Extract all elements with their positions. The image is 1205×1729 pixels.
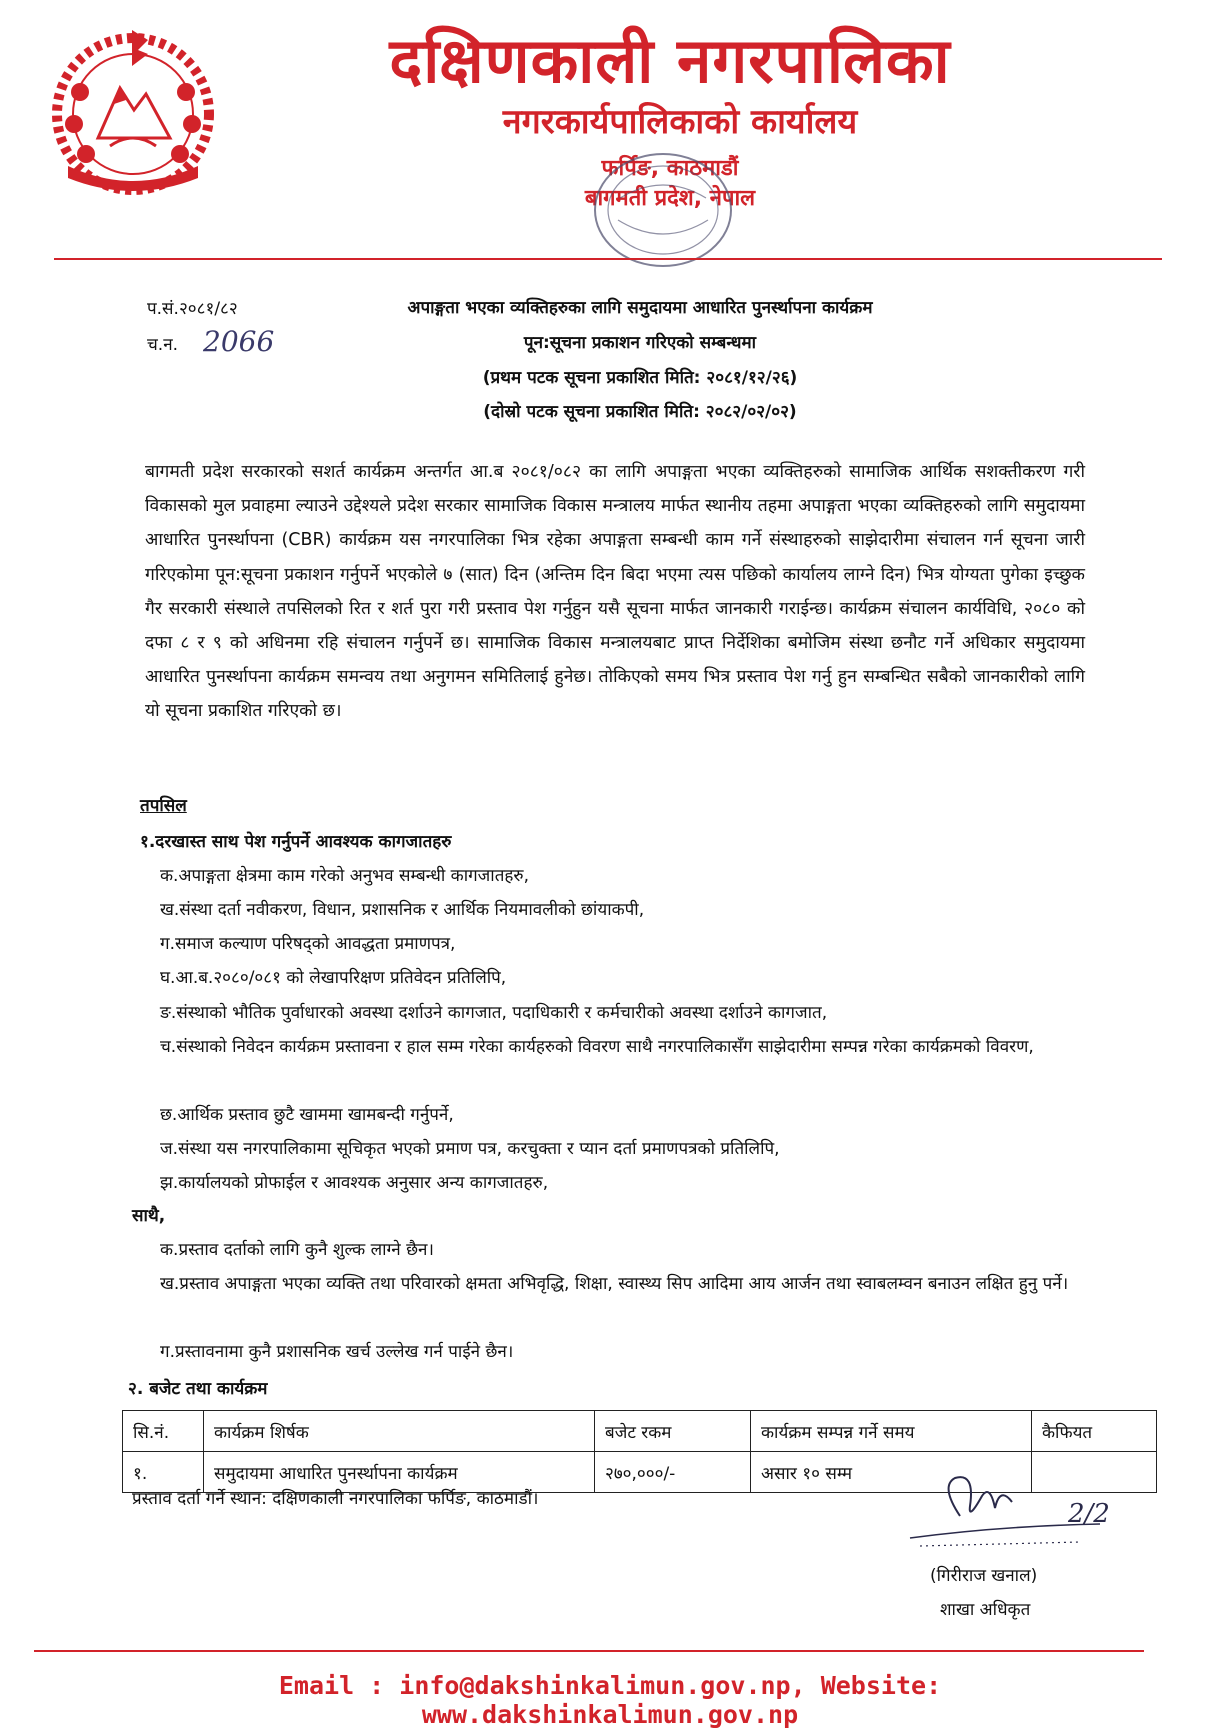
table-cell: समुदायमा आधारित पुनर्स्थापना कार्यक्रम [204, 1452, 595, 1493]
document-item: छ.आर्थिक प्रस्ताव छुटै खाममा खामबन्दी गर्नुपर्ने, [160, 1105, 454, 1125]
signature-icon [900, 1466, 1130, 1556]
also-heading: साथै, [132, 1206, 166, 1226]
signatory-designation: शाखा अधिकृत [940, 1600, 1031, 1620]
signature-date: 2/2 [1068, 1499, 1110, 1529]
table-header-cell: कार्यक्रम सम्पन्न गर्ने समय [751, 1411, 1032, 1452]
footer-contact: Email : info@dakshinkalimun.gov.np, Website: www.dakshinkalimun.gov.np [278, 1671, 942, 1729]
document-item: झ.कार्यालयको प्रोफाईल र आवश्यक अनुसार अन्य कागजातहरु, [160, 1173, 549, 1193]
document-item: च.संस्थाको निवेदन कार्यक्रम प्रस्तावना र हाल सम्म गरेका कार्यहरुको विवरण साथै नगरपालिकासँग साझेदारीमा सम्पन्न गरेका कार्यक्रमको विवरण, [160, 1037, 1034, 1057]
subject-line-4: (दोस्रो पटक सूचना प्रकाशित मिति: २०८२/०२/०२) [483, 402, 797, 422]
document-item: घ.आ.ब.२०८०/०८१ को लेखापरिक्षण प्रतिवेदन प्रतिलिपि, [160, 968, 507, 988]
signatory-name: (गिरीराज खनाल) [930, 1566, 1038, 1586]
table-header-cell: कैफियत [1032, 1411, 1157, 1452]
document-item: ज.संस्था यस नगरपालिकामा सूचिकृत भएको प्रमाण पत्र, करचुक्ता र प्यान दर्ता प्रमाणपत्रको प्रतिलिपि, [160, 1139, 780, 1159]
document-item: क.अपाङ्गता क्षेत्रमा काम गरेको अनुभव सम्बन्धी कागजातहरु, [160, 866, 529, 886]
table-cell: असार १० सम्म [751, 1452, 1032, 1493]
condition-item: क.प्रस्ताव दर्ताको लागि कुनै शुल्क लाग्ने छैन। [160, 1240, 434, 1260]
address-line-1: फर्पिङ, काठमाडौं [601, 156, 739, 181]
document-item: ग.समाज कल्याण परिषद्को आवद्धता प्रमाणपत्र, [160, 934, 456, 954]
document-item: ख.संस्था दर्ता नवीकरण, विधान, प्रशासनिक र आर्थिक नियमावलीको छांयाकपी, [160, 900, 645, 920]
header-divider [54, 258, 1162, 260]
table-header-row [123, 1411, 1157, 1452]
condition-item: ग.प्रस्तावनामा कुनै प्रशासनिक खर्च उल्लेख गर्न पाईने छैन। [160, 1342, 514, 1362]
notice-body: बागमती प्रदेश सरकारको सशर्त कार्यक्रम अन्तर्गत आ.ब २०८१/०८२ का लागि अपाङ्गता भएका व्यक्तिहरुको सामाजिक आर्थिक सशक्तीकरण गरी विकासको मुल प्रवाहमा ल्याउने उद्देश्यले प्रदेश सरकार सामाजिक विकास मन्त्रालय मार्फत स्थानीय तहमा अपाङ्गता भएका व्यक्तिहरुको लागि समुदायमा आधारित पुनर्स्थापना (CBR) कार्यक्रम यस नगरपालिका भित्र रहेका अपाङ्गता सम्बन्धी काम गर्ने संस्थाहरुको साझेदारीमा संचालन गर्न सूचना जारी गरिएकोमा पून:सूचना प्रकाशन गर्नुपर्ने भएकोले ७ (सात) दिन (अन्तिम दिन बिदा भएमा त्यस पछिको कार्यालय लाग्ने दिन) भित्र योग्यता पुगेका इच्छुक गैर सरकारी संस्थाले तपसिलको रित र शर्त पुरा गरी प्रस्ताव पेश गर्नुहुन यसै सूचना मार्फत जानकारी गराईन्छ। कार्यक्रम संचालन कार्यविधि, २०८० को दफा ८ र ९ को अधिनमा रहि संचालन गर्नुपर्ने छ। सामाजिक विकास मन्त्रालयबाट प्राप्त निर्देशिका बमोजिम संस्था छनौट गर्ने अधिकार समुदायमा आधारित पुनर्स्थापना कार्यक्रम समन्वय तथा अनुगमन समितिलाई हुनेछ। तोकिएको समय भित्र प्रस्ताव पेश गर्नु हुन सम्बन्धित सबैको जानकारीको लागि यो सूचना प्रकाशित गरिएको छ। [145, 462, 1085, 722]
government-emblem-icon [48, 26, 218, 196]
table-header-cell: कार्यक्रम शिर्षक [204, 1411, 595, 1452]
reference-number: प.सं.२०८१/८२ [147, 299, 238, 319]
condition-item: ख.प्रस्ताव अपाङ्गता भएका व्यक्ति तथा परिवारको क्षमता अभिवृद्धि, शिक्षा, स्वास्थ्य सिप आदिमा आय आर्जन तथा स्वाबलम्वन बनाउन लक्षित हुनु पर्ने। [160, 1274, 1069, 1294]
footer-divider [34, 1650, 1144, 1652]
document-item: ङ.संस्थाको भौतिक पुर्वाधारको अवस्था दर्शाउने कागजात, पदाधिकारी र कर्मचारीको अवस्था दर्शाउने कागजात, [160, 1003, 828, 1023]
office-stamp-icon [588, 148, 738, 273]
table-header-cell: बजेट रकम [595, 1411, 751, 1452]
dispatch-label: च.न. [147, 335, 179, 355]
table-header-cell: सि.नं. [123, 1411, 204, 1452]
table-cell: १. [123, 1452, 204, 1493]
subject-line-2: पून:सूचना प्रकाशन गरिएको सम्बन्धमा [523, 333, 757, 353]
table-cell: २७०,०००/- [595, 1452, 751, 1493]
budget-heading: २. बजेट तथा कार्यक्रम [128, 1379, 268, 1399]
subject-line-3: (प्रथम पटक सूचना प्रकाशित मिति: २०८१/१२/२६) [482, 368, 798, 388]
address-line-2: बागमती प्रदेश, नेपाल [584, 186, 756, 211]
municipality-title: दक्षिणकाली नगरपालिका [389, 24, 951, 97]
documents-heading: १.दरखास्त साथ पेश गर्नुपर्ने आवश्यक कागजातहरु [140, 832, 452, 852]
submission-place: प्रस्ताव दर्ता गर्ने स्थान: दक्षिणकाली नगरपालिका फर्पिङ, काठमाडौं। [132, 1489, 539, 1509]
dispatch-number: 2066 [203, 325, 275, 358]
tapsil-heading: तपसिल [140, 796, 187, 816]
subject-line-1: अपाङ्गता भएका व्यक्तिहरुका लागि समुदायमा आधारित पुनर्स्थापना कार्यक्रम [407, 298, 873, 318]
office-subtitle: नगरकार्यपालिकाको कार्यालय [502, 102, 858, 142]
